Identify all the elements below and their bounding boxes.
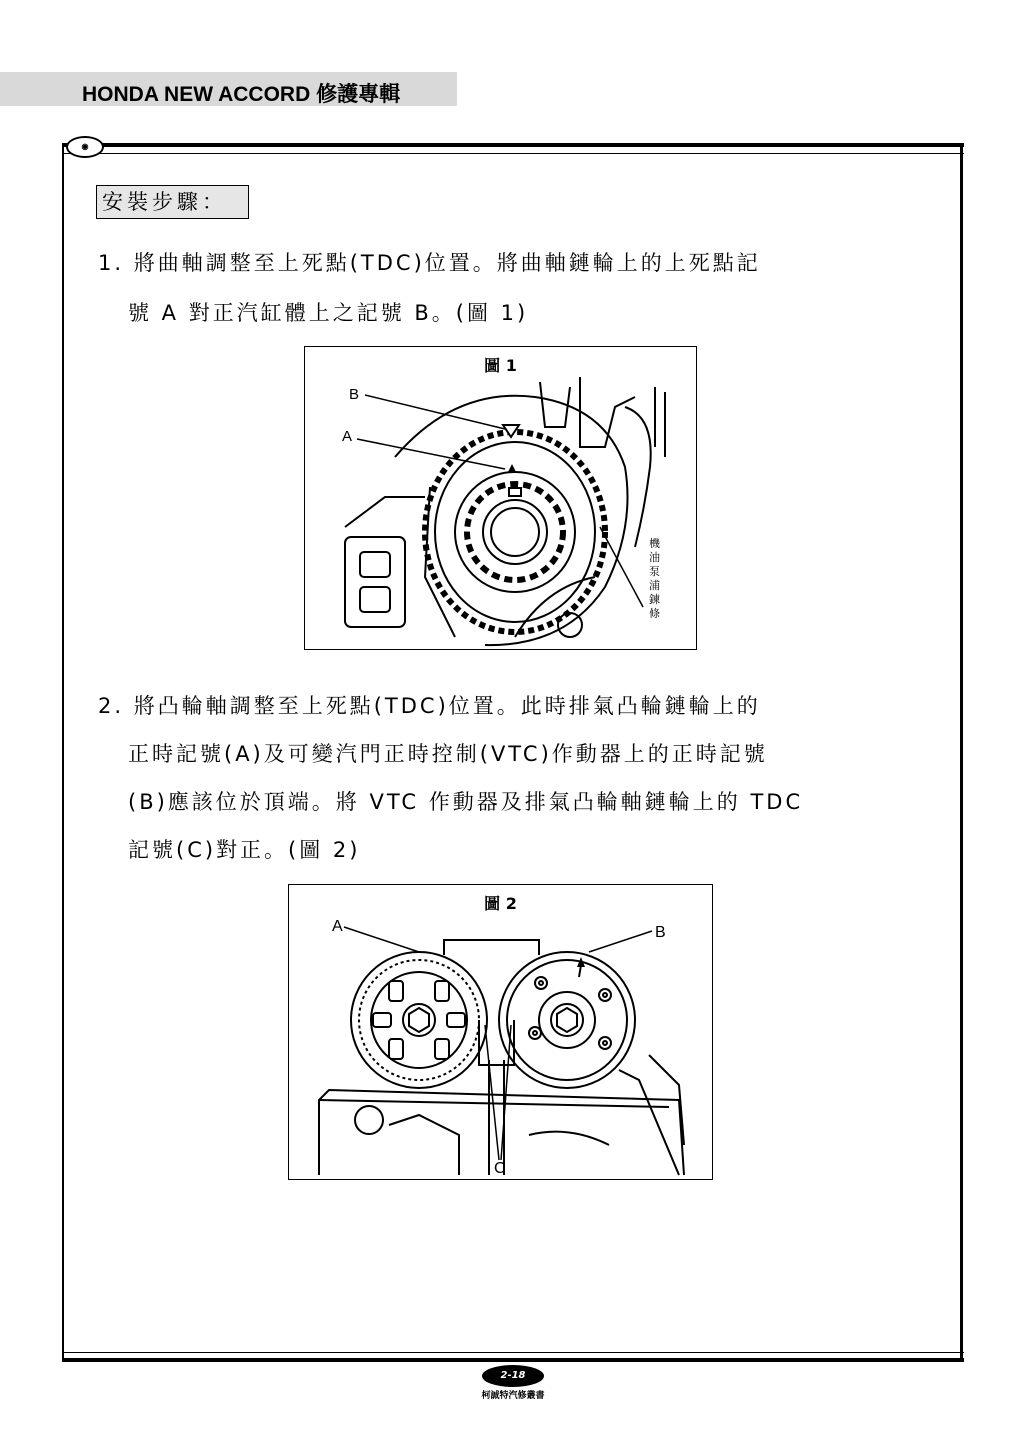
side-label-char: 鍊 (649, 593, 660, 606)
figure-2-label-b: B (655, 924, 666, 941)
side-label-char: 油 (649, 551, 660, 564)
side-label-char: 條 (649, 607, 660, 620)
figure-2 (288, 884, 713, 1180)
figure-2-label-a: A (332, 918, 343, 935)
figure-1 (304, 346, 697, 650)
figure-2-label-c: C (494, 1160, 506, 1177)
header-title: HONDA NEW ACCORD 修護專輯 (82, 83, 401, 106)
brand-logo-icon: ◉ (66, 136, 104, 158)
frame-left-rule (62, 147, 64, 1359)
figure-1-label-b: B (349, 386, 360, 403)
step1-line2: 號 A 對正汽缸體上之記號 B。(圖 1) (128, 301, 529, 325)
figure-2-title: 圖 2 (484, 894, 517, 913)
publisher-label: 柯誠特汽修叢書 (481, 1391, 545, 1401)
side-label-char: 泵 (649, 565, 660, 578)
page-number-badge: 2-18 (482, 1365, 544, 1387)
camshaft-sprocket-diagram (289, 885, 712, 1179)
frame-right-rule (960, 147, 963, 1359)
step1-line1: 1. 將曲軸調整至上死點(TDC)位置。將曲軸鏈輪上的上死點記 (98, 251, 761, 275)
frame-bottom-rule (62, 1352, 964, 1362)
step2-line2: 正時記號(A)及可變汽門正時控制(VTC)作動器上的正時記號 (128, 742, 768, 766)
crankshaft-sprocket-diagram (305, 347, 696, 649)
tdc-mark-b (503, 425, 519, 437)
figure-1-title: 圖 1 (484, 356, 517, 375)
step2-line1: 2. 將凸輪軸調整至上死點(TDC)位置。此時排氣凸輪鏈輪上的 (98, 694, 761, 718)
side-label-char: 機 (649, 537, 660, 550)
side-label-char: 浦 (649, 579, 660, 592)
tdc-mark-a (508, 464, 516, 472)
section-title: 安裝步驟： (96, 185, 249, 219)
frame-top-rule (62, 143, 964, 154)
figure-1-side-label (649, 536, 661, 620)
step2-line3: (B)應該位於頂端。將 VTC 作動器及排氣凸輪軸鏈輪上的 TDC (128, 790, 804, 814)
figure-1-label-a: A (342, 428, 353, 445)
step2-line4: 記號(C)對正。(圖 2) (128, 838, 361, 862)
